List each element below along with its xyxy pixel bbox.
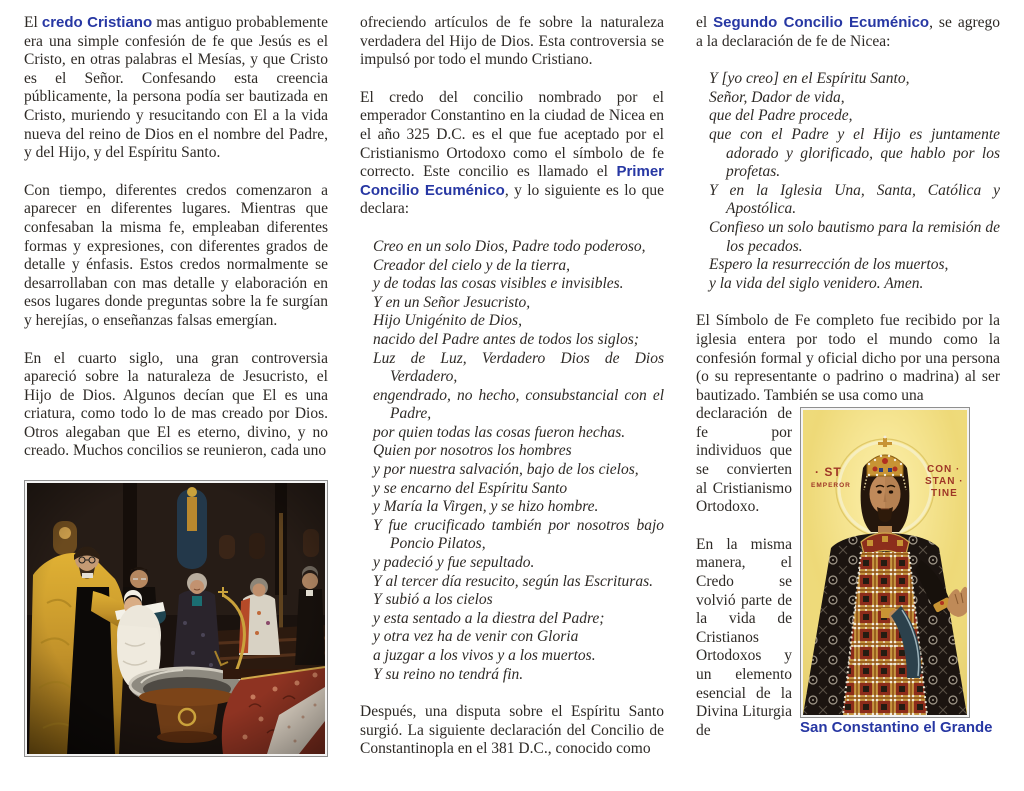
paragraph-misma-manera: En la misma manera, el Credo se volvió parte de la vida de Cristianos Ortodoxos y un elemento esencial de la Divina Liturgia de	[696, 535, 792, 739]
highlight-credo-cristiano: credo Cristiano	[41, 14, 153, 31]
creed-line: y la vida del siglo venidero. Amen.	[709, 274, 924, 292]
icon-inscription-con: CON ·	[927, 464, 961, 476]
creed-line: y otra vez ha de venir con Gloria	[373, 628, 579, 646]
paragraph-text: , y lo siguiente es lo que declara:	[360, 181, 664, 218]
creed-line: y se encarno del Espíritu Santo	[373, 479, 568, 497]
constantine-icon-graphic	[803, 410, 967, 715]
icon-inscription-emperor: EMPEROR	[811, 482, 851, 490]
creed-line: Y en la Iglesia Una, Santa, Católica y Apostólica.	[709, 181, 1000, 218]
highlight-segundo-concilio: Segundo Concilio Ecuménico	[713, 14, 930, 31]
creed-line: Y en un Señor Jesucristo,	[373, 293, 531, 311]
paragraph-text: El	[24, 14, 42, 31]
paragraph-credos-diferentes: Con tiempo, diferentes credos comenzaron a aparecer en diferentes lugares. Mientras que confesaban la misma fe, empleaban diferentes formas y expresiones, con diferentes grados de detalle y énfasis. Estos credos normalmente se desarrollaban con mas detalle y elaboración en esos lugares donde preguntas sobre la fe surgían y herejías, o enseñanzas falsas emergían.	[24, 181, 328, 329]
icon-inscription-st: · ST	[815, 465, 842, 480]
creed-line: Luz de Luz, Verdadero Dios de Dios Verdadero,	[373, 349, 664, 386]
icon-caption: San Constantino el Grande	[800, 719, 993, 737]
creed-line: y María la Virgen, y se hizo hombre.	[373, 498, 599, 516]
column-left	[24, 14, 328, 791]
paragraph-text: , se agrego a la declaración de fe de Nicea:	[696, 14, 1000, 50]
creed-line: Quien por nosotros los hombres	[373, 442, 572, 460]
paragraph-text: declaración de fe por individuos que se convierten al Cristianismo Ortodoxo.	[696, 405, 792, 516]
creed-line: engendrado, no hecho, consubstancial con el Padre,	[373, 386, 664, 423]
creed-line: Y al tercer día resucito, según las Escrituras.	[373, 572, 653, 590]
column-middle	[360, 14, 664, 791]
paragraph-intro	[24, 14, 328, 163]
creed-line: que con el Padre y el Hijo es juntamente adorado y glorificado, que hablo por los profetas.	[709, 125, 1000, 181]
baptism-photo	[24, 480, 328, 757]
icon-inscription-tine: TINE	[931, 488, 958, 500]
paragraph-text: El credo del concilio nombrado por el emperador Constantino en la ciudad de Nicea en el año 325 D.C. es el que fue aceptado por el Cristianismo Ortodoxo como el símbolo de fe correcto. Este concilio es llamado el	[360, 88, 664, 181]
nicene-creed-block	[360, 238, 664, 684]
creed-line: y por nuestra salvación, bajo de los cielos,	[373, 461, 639, 479]
icon-inscription-stan: STAN ·	[925, 476, 964, 488]
creed-line: Espero la resurrección de los muertos,	[709, 256, 949, 274]
creed-line: y esta sentado a la diestra del Padre;	[373, 609, 605, 627]
creed-line: Creo en un solo Dios, Padre todo poderoso,	[373, 237, 646, 255]
creed-line: a juzgar a los vivos y a los muertos.	[373, 647, 596, 664]
creed-line: Y fue crucificado también por nosotros bajo Poncio Pilatos,	[373, 516, 664, 553]
creed-line: Señor, Dador de vida,	[709, 88, 845, 106]
paragraph-nicea	[360, 89, 664, 219]
creed-line: Creador del cielo y de la tierra,	[373, 256, 571, 274]
creed-line: y de todas las cosas visibles e invisibles.	[373, 275, 624, 293]
paragraph-simbolo-de-fe: El Símbolo de Fe completo fue recibido por la iglesia entera por todo el mundo como la confesión formal y oficial dicho por una persona (o su representante o padrino o madrina) al ser bautizado. También se usa como una	[696, 312, 1000, 404]
paragraph-controversia: ofreciendo artículos de fe sobre la naturaleza verdadera del Hijo de Dios. Esta controversia se impulsó por todo el mundo Cristiano.	[360, 14, 664, 69]
highlight-primer-concilio: Primer Concilio Ecuménico	[360, 163, 664, 199]
creed-addition-block	[696, 70, 1000, 293]
creed-line: y padeció y fue sepultado.	[373, 554, 535, 572]
paragraph-cuarto-siglo: En el cuarto siglo, una gran controversia apareció sobre la naturaleza de Jesucristo, el Hijo de Dios. Algunos decían que El es una criatura, como todo lo de mas creado por Dios. Otros alegaban que El es eterno, divino, y no creado. Muchos concilios se reunieron, cada uno	[24, 349, 328, 460]
paragraph-text: mas antiguo probablemente era una simple confesión de fe que Jesús es el Cristo, en otras palabras el Mesías, y que Cristo es el Señor. Confesando esta creencia públicamente, la persona podía ser bautizada en Cristo, muriendo y resucitando con El a la vida nueva del reino de Dios en el nombre del Padre, y del Hijo, y del Espíritu Santo.	[24, 14, 328, 162]
paragraph-text: el	[696, 14, 714, 31]
creed-line: Confieso un solo bautismo para la remisión de los pecados.	[709, 218, 1000, 255]
paragraph-segundo-concilio	[696, 14, 1000, 51]
creed-line: por quien todas las cosas fueron hechas.	[373, 423, 626, 441]
creed-line: Y subió a los cielos	[373, 591, 493, 609]
creed-line: que del Padre procede,	[709, 107, 853, 125]
creed-line: nacido del Padre antes de todos los siglos;	[373, 330, 639, 348]
creed-line: Hijo Unigénito de Dios,	[373, 312, 522, 330]
constantine-icon	[800, 407, 970, 718]
creed-line: Y [yo creo] en el Espíritu Santo,	[709, 70, 910, 88]
creed-line: Y su reino no tendrá fin.	[373, 665, 524, 683]
paragraph-constantinopla: Después, una disputa sobre el Espíritu Santo surgió. La siguiente declaración del Concilio de Constantinopla en el 381 D.C., conocido como	[360, 703, 664, 758]
column-right	[696, 14, 1000, 791]
baptism-photo-graphic	[27, 483, 325, 754]
constantine-icon-figure	[800, 407, 1000, 738]
